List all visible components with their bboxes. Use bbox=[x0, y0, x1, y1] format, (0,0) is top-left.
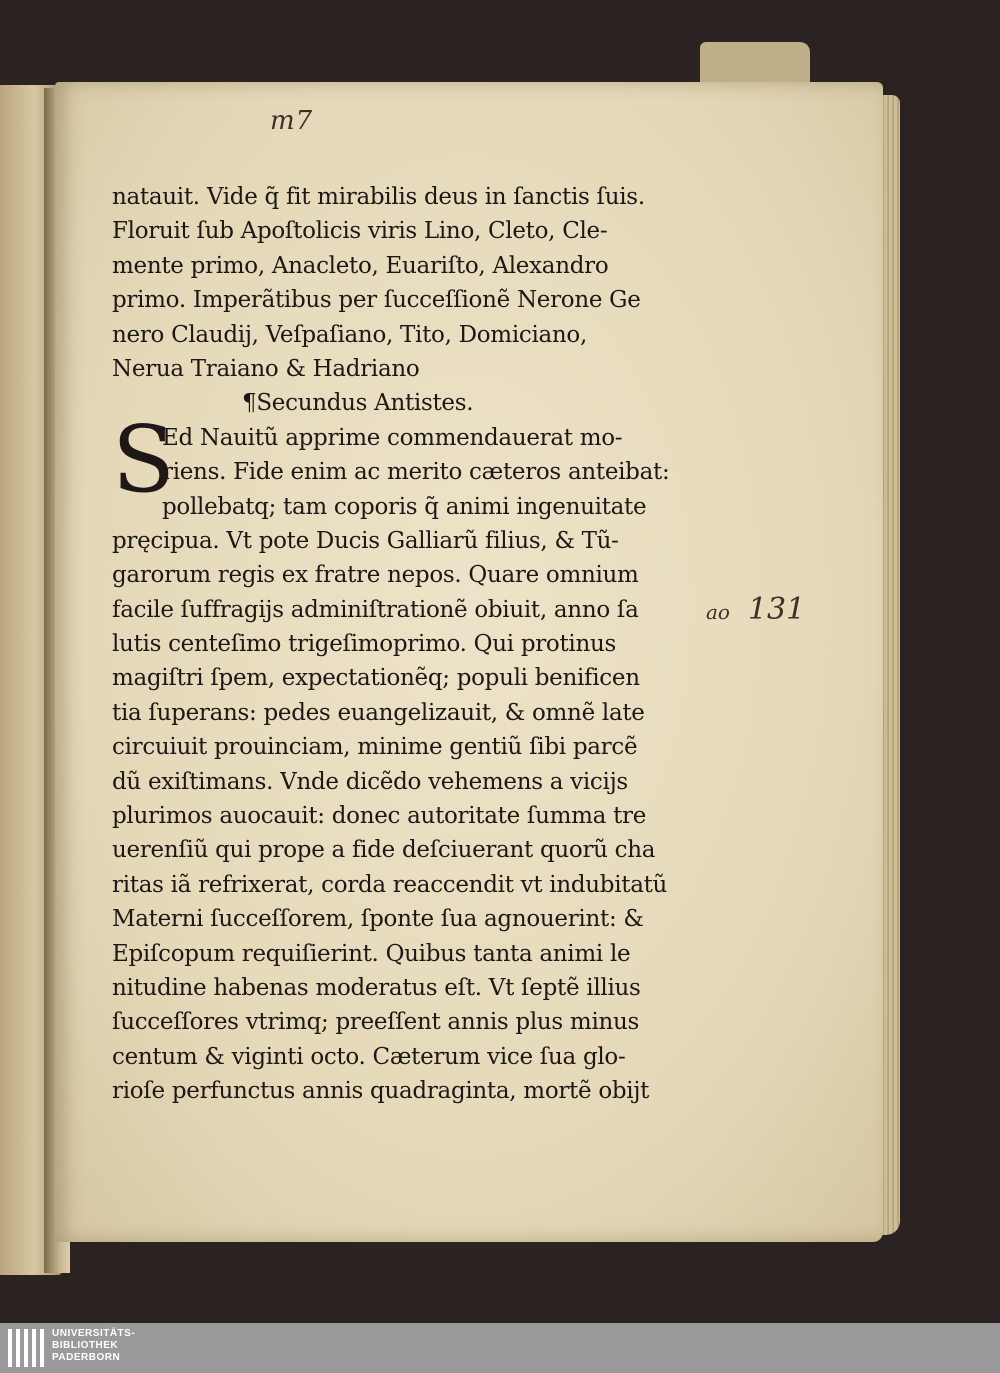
text-line: mente primo, Anacleto, Euariſto, Alexandro bbox=[112, 252, 609, 279]
text-line: pręcipua. Vt pote Ducis Galliarũ filius, & Tũ- bbox=[112, 527, 619, 554]
text-line: dũ exiſtimans. Vnde dicẽdo vehemens a vicijs bbox=[112, 768, 628, 795]
library-name-line: BIBLIOTHEK bbox=[52, 1340, 119, 1351]
text-line: circuiuit prouinciam, minime gentiũ ſibi parcẽ bbox=[112, 734, 638, 761]
text-line: facile ſuffragijs adminiſtrationẽ obiuit, anno ſa bbox=[112, 596, 639, 623]
text-line: Ed Nauitũ apprime commendauerat mo- bbox=[162, 424, 623, 451]
margin-annotation bbox=[706, 592, 805, 627]
text-line: magiſtri ſpem, expectationẽq; populi benificen bbox=[112, 665, 640, 692]
heading-text: Secundus Antistes. bbox=[256, 390, 474, 417]
text-line: centum & viginti octo. Cæterum vice ſua glo- bbox=[112, 1043, 626, 1070]
annotation-year: 131 bbox=[747, 592, 806, 627]
text-line: natauit. Vide q̃ fit mirabilis deus in ſanctis ſuis. bbox=[112, 184, 645, 210]
text-line: Floruit ſub Apoſtolicis viris Lino, Cleto, Cle- bbox=[112, 218, 608, 245]
text-line: Epiſcopum requiſierint. Quibus tanta animi le bbox=[112, 940, 631, 967]
folio-number: m7 bbox=[270, 106, 314, 136]
text-line: primo. Imperãtibus per ſucceſſionẽ Nerone Ge bbox=[112, 287, 641, 314]
text-line: tia ſuperans: pedes euangelizauit, & omnẽ late bbox=[112, 699, 645, 726]
library-footer bbox=[0, 1323, 1000, 1373]
library-name-line: UNIVERSITÄTS- bbox=[52, 1328, 136, 1339]
text-line: nitudine habenas moderatus eſt. Vt ſeptẽ illius bbox=[112, 974, 641, 1001]
text-line: Nerua Traiano & Hadriano bbox=[112, 355, 420, 382]
text-line: riens. Fide enim ac merito cæteros anteibat: bbox=[162, 459, 670, 486]
text-line: uerenſiũ qui prope a fide deſciuerant quorũ cha bbox=[112, 837, 656, 864]
text-line: ſucceſſores vtrimq; preeſſent annis plus minus bbox=[112, 1009, 640, 1036]
annotation-prefix: ao bbox=[706, 600, 730, 624]
text-line: lutis centeſimo trigeſimoprimo. Qui protinus bbox=[112, 631, 617, 658]
text-block bbox=[112, 180, 692, 1109]
section-heading: ¶Secundus Antistes. bbox=[242, 390, 474, 417]
library-name-line: PADERBORN bbox=[52, 1352, 121, 1363]
text-line: ritas iã refrixerat, corda reaccendit vt indubitatũ bbox=[112, 871, 668, 898]
library-logo-icon bbox=[8, 1329, 44, 1367]
text-line: plurimos auocauit: donec autoritate ſumma tre bbox=[112, 803, 647, 830]
library-name bbox=[52, 1328, 135, 1364]
drop-initial: S bbox=[112, 406, 176, 513]
text-line: pollebatq; tam coporis q̃ animi ingenuitate bbox=[162, 493, 647, 520]
text-line: garorum regis ex fratre nepos. Quare omnium bbox=[112, 562, 639, 589]
text-line: nero Claudij, Veſpaſiano, Tito, Domiciano, bbox=[112, 321, 587, 348]
text-line: rioſe perfunctus annis quadraginta, mortẽ obijt bbox=[112, 1078, 650, 1105]
text-line: Materni ſucceſſorem, ſponte ſua agnouerint: & bbox=[112, 906, 644, 933]
